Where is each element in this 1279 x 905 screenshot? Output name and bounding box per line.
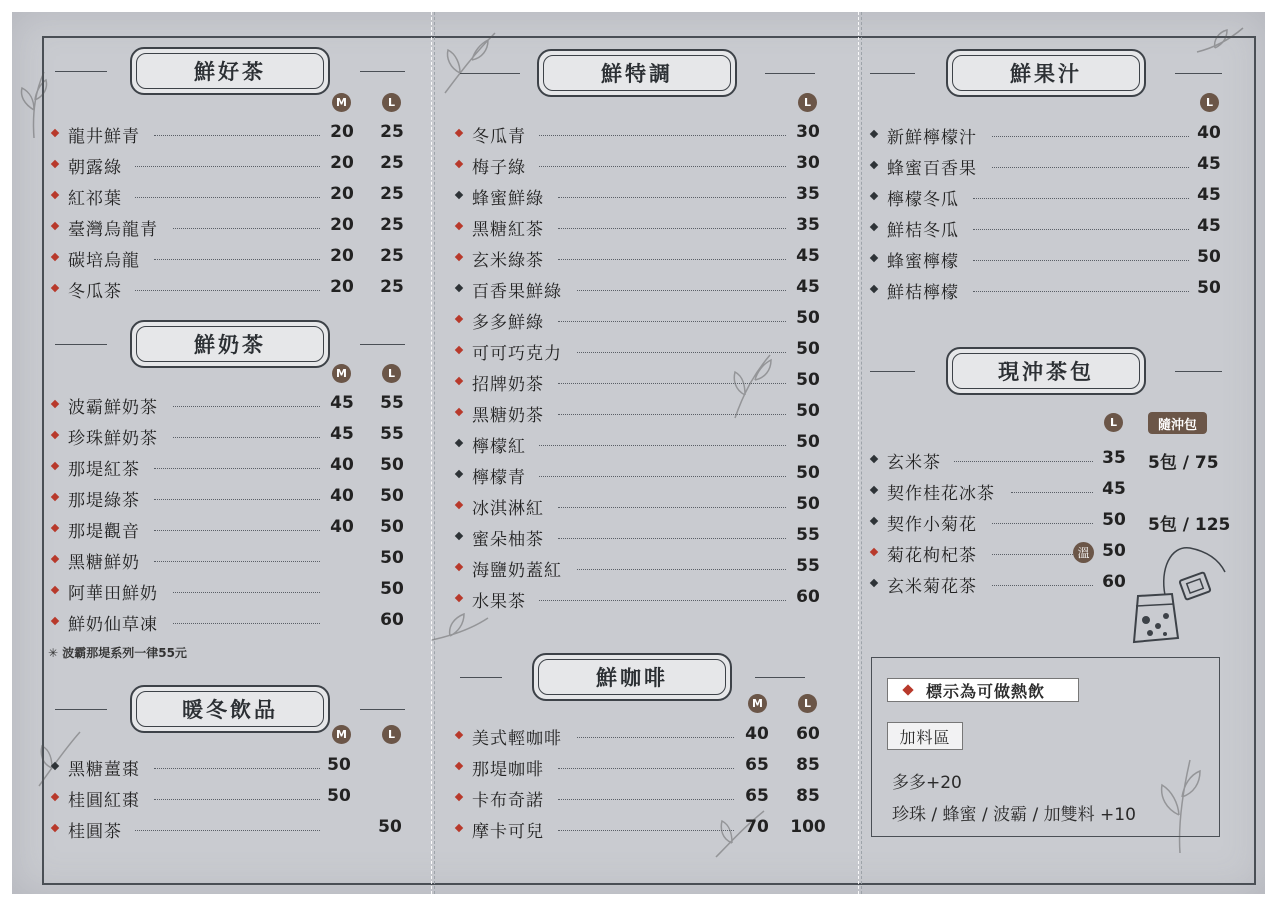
menu-item [871,539,1231,567]
leader-dots [973,291,1189,292]
fold-line [434,12,435,894]
menu-item [456,337,826,365]
price-l: 25 [380,277,404,297]
item-name: 蜜朵柚茶 [472,530,544,550]
menu-item [456,368,826,396]
pack-price: 5包 / 75 [1148,453,1219,473]
menu-item [871,214,1231,242]
hot-marker-icon [455,129,463,137]
cold-marker-icon [870,254,878,262]
pack-price: 5包 / 125 [1148,515,1231,535]
item-name: 多多鮮綠 [472,313,544,333]
price-l: 30 [796,122,820,142]
price-l: 85 [796,755,820,775]
item-name: 黑糖薑棗 [68,760,140,780]
price-l: 50 [1197,278,1221,298]
menu-item [456,784,826,812]
leader-dots [154,468,320,469]
price-l: 100 [790,817,826,837]
hot-marker-icon [455,253,463,261]
size-l-badge: L [798,93,817,112]
leader-dots [539,135,786,136]
section-title: 鮮果汁 [1010,61,1082,86]
price-m: 70 [745,817,769,837]
hot-marker-icon [870,548,878,556]
leader-dots [558,321,786,322]
leader-dots [992,523,1093,524]
leader-dots [558,414,786,415]
menu-item [52,182,412,210]
addon-line: 珍珠 / 蜂蜜 / 波霸 / 加雙料 +10 [892,805,1136,825]
hot-marker-icon [455,222,463,230]
menu-item [456,554,826,582]
size-m-badge: M [748,694,767,713]
size-l-badge: L [798,694,817,713]
price-l: 50 [796,401,820,421]
leaf-decoration-icon [14,70,54,140]
price-l: 40 [1197,123,1221,143]
price-m: 20 [330,122,354,142]
menu-item [52,608,412,636]
leader-dots [539,166,786,167]
size-l-badge: L [1104,413,1123,432]
addon-line: 多多+20 [892,773,962,793]
menu-item [52,244,412,272]
price-l: 50 [380,455,404,475]
price-l: 60 [796,724,820,744]
cold-marker-icon [455,191,463,199]
menu-item [52,546,412,574]
item-name: 鮮桔冬瓜 [887,221,959,241]
cold-marker-icon [870,285,878,293]
price-l: 50 [380,517,404,537]
leader-dots [173,437,320,438]
leader-dots [539,476,786,477]
item-name: 波霸鮮奶茶 [68,398,158,418]
leader-dots [558,538,786,539]
section-header-special [460,49,815,99]
leader-dots [973,260,1189,261]
price-l: 60 [796,587,820,607]
price-l: 25 [380,184,404,204]
cold-marker-icon [455,470,463,478]
price-l: 50 [378,817,402,837]
price-l: 50 [796,370,820,390]
leader-dots [992,167,1189,168]
leader-dots [973,229,1189,230]
leader-dots [173,406,320,407]
leader-dots [154,499,320,500]
hot-marker-icon [51,160,59,168]
size-l-badge: L [1200,93,1219,112]
item-name: 桂圓茶 [68,822,122,842]
price-l: 35 [1102,448,1126,468]
size-l-badge: L [382,725,401,744]
size-l-badge: L [382,93,401,112]
price-m: 20 [330,277,354,297]
price-l: 35 [796,215,820,235]
hot-marker-icon [455,501,463,509]
leader-dots [577,290,786,291]
leader-dots [173,623,320,624]
pack-badge: 隨沖包 [1148,412,1207,434]
item-name: 摩卡可兒 [472,822,544,842]
section-title: 暖冬飲品 [182,697,278,722]
leader-dots [135,290,320,291]
hot-marker-icon [51,824,59,832]
item-name: 冰淇淋紅 [472,499,544,519]
hot-marker-icon [51,400,59,408]
price-m: 50 [327,755,351,775]
leader-dots [154,561,320,562]
price-l: 50 [380,486,404,506]
leader-dots [973,198,1189,199]
hot-marker-icon [902,684,913,695]
item-name: 鮮奶仙草凍 [68,615,158,635]
item-name: 那堤紅茶 [68,460,140,480]
size-l-badge: L [382,364,401,383]
item-name: 紅祁葉 [68,189,122,209]
menu-item [456,523,826,551]
cold-marker-icon [870,579,878,587]
section-title: 鮮咖啡 [596,665,668,690]
price-m: 65 [745,755,769,775]
item-name: 檸檬冬瓜 [887,190,959,210]
item-name: 那堤咖啡 [472,760,544,780]
price-l: 50 [796,339,820,359]
cold-marker-icon [455,284,463,292]
price-l: 25 [380,122,404,142]
price-l: 55 [796,525,820,545]
cold-marker-icon [455,439,463,447]
hot-drink-legend [887,678,1079,702]
item-name: 契作桂花冰茶 [887,484,995,504]
price-l: 45 [796,277,820,297]
menu-item [456,815,826,843]
legend-box [871,657,1220,837]
menu-item [871,570,1231,598]
menu-item [871,508,1231,536]
item-name: 碳培烏龍 [68,251,140,271]
price-l: 25 [380,246,404,266]
fold-line [861,12,862,894]
price-l: 50 [1102,541,1126,561]
leader-dots [558,259,786,260]
cold-marker-icon [870,192,878,200]
menu-item [52,120,412,148]
size-m-badge: M [332,364,351,383]
item-name: 可可巧克力 [472,344,562,364]
price-m: 45 [330,424,354,444]
hot-marker-icon [455,160,463,168]
hot-marker-icon [455,377,463,385]
menu-item [456,182,826,210]
menu-item [456,399,826,427]
leader-dots [558,799,734,800]
fold-line [858,12,859,894]
cold-marker-icon [870,161,878,169]
menu-item [871,152,1231,180]
item-name: 招牌奶茶 [472,375,544,395]
price-m: 40 [330,517,354,537]
menu-item [456,722,826,750]
item-name: 梅子綠 [472,158,526,178]
price-l: 45 [1197,154,1221,174]
item-name: 卡布奇諾 [472,791,544,811]
leader-dots [558,830,734,831]
leader-dots [135,197,320,198]
menu-item [871,276,1231,304]
price-l: 25 [380,215,404,235]
cold-marker-icon [455,532,463,540]
leader-dots [558,768,734,769]
item-name: 那堤綠茶 [68,491,140,511]
menu-item [871,121,1231,149]
item-name: 朝露綠 [68,158,122,178]
menu-item [456,585,826,613]
price-l: 45 [1197,216,1221,236]
menu-item [871,245,1231,273]
item-name: 契作小菊花 [887,515,977,535]
warm-badge: 溫 [1073,542,1094,563]
menu-item [52,515,412,543]
hot-marker-icon [51,253,59,261]
cold-marker-icon [870,455,878,463]
item-name: 桂圓紅棗 [68,791,140,811]
hot-marker-icon [455,315,463,323]
item-name: 檸檬紅 [472,437,526,457]
price-l: 50 [380,579,404,599]
leader-dots [173,592,320,593]
leader-dots [154,135,320,136]
milk-tea-note: ✳ 波霸那堤系列一律55元 [48,646,187,660]
leader-dots [954,461,1093,462]
price-l: 55 [380,393,404,413]
menu-item [456,120,826,148]
menu-item [456,753,826,781]
hot-marker-icon [455,594,463,602]
hot-marker-icon [51,462,59,470]
price-l: 50 [796,432,820,452]
fold-line [431,12,432,894]
price-l: 50 [1102,510,1126,530]
menu-item [52,453,412,481]
item-name: 阿華田鮮奶 [68,584,158,604]
hot-marker-icon [455,762,463,770]
item-name: 檸檬青 [472,468,526,488]
leader-dots [154,768,320,769]
menu-item [52,275,412,303]
section-title: 鮮特調 [601,61,673,86]
menu-item [52,391,412,419]
price-l: 50 [380,548,404,568]
leader-dots [154,799,320,800]
menu-item [52,753,412,781]
price-l: 50 [1197,247,1221,267]
price-l: 25 [380,153,404,173]
leader-dots [539,445,786,446]
leader-dots [135,166,320,167]
price-m: 45 [330,393,354,413]
section-header-teabag [870,347,1222,397]
item-name: 蜂蜜鮮綠 [472,189,544,209]
item-name: 冬瓜茶 [68,282,122,302]
menu-item [456,213,826,241]
menu-item [52,213,412,241]
item-name: 海鹽奶蓋紅 [472,561,562,581]
item-name: 百香果鮮綠 [472,282,562,302]
section-title: 鮮好茶 [194,59,266,84]
price-m: 50 [327,786,351,806]
leader-dots [577,569,786,570]
menu-item [52,815,412,843]
hot-marker-icon [51,284,59,292]
price-m: 40 [745,724,769,744]
menu-item [871,446,1231,474]
leader-dots [1011,492,1093,493]
menu-item [456,151,826,179]
hot-drink-label: 標示為可做熱飲 [926,681,1046,701]
menu-item [456,306,826,334]
hot-marker-icon [51,431,59,439]
item-name: 黑糖奶茶 [472,406,544,426]
cold-marker-icon [51,762,59,770]
price-l: 50 [796,494,820,514]
hot-marker-icon [51,524,59,532]
price-l: 55 [380,424,404,444]
item-name: 菊花枸杞茶 [887,546,977,566]
leader-dots [992,136,1189,137]
cold-marker-icon [870,223,878,231]
hot-marker-icon [455,824,463,832]
leader-dots [558,383,786,384]
price-l: 85 [796,786,820,806]
hot-marker-icon [51,586,59,594]
menu-item [52,784,412,812]
leader-dots [539,600,786,601]
item-name: 玄米菊花茶 [887,577,977,597]
item-name: 那堤觀音 [68,522,140,542]
item-name: 冬瓜青 [472,127,526,147]
hot-marker-icon [51,222,59,230]
price-m: 20 [330,215,354,235]
price-m: 20 [330,184,354,204]
price-l: 45 [1102,479,1126,499]
hot-marker-icon [51,191,59,199]
section-title: 現沖茶包 [998,359,1094,384]
section-header-fresh-tea [55,47,405,97]
leader-dots [558,197,786,198]
price-l: 50 [796,308,820,328]
price-l: 45 [1197,185,1221,205]
price-m: 65 [745,786,769,806]
price-m: 40 [330,455,354,475]
price-m: 20 [330,153,354,173]
hot-marker-icon [455,731,463,739]
hot-marker-icon [51,617,59,625]
price-l: 30 [796,153,820,173]
item-name: 玄米茶 [887,453,941,473]
menu-item [456,461,826,489]
addon-title: 加料區 [887,722,963,750]
size-m-badge: M [332,93,351,112]
price-l: 50 [796,463,820,483]
hot-marker-icon [455,408,463,416]
price-l: 60 [380,610,404,630]
item-name: 龍井鮮青 [68,127,140,147]
item-name: 美式輕咖啡 [472,729,562,749]
menu-item [52,422,412,450]
cold-marker-icon [870,130,878,138]
section-header-juice [870,49,1222,99]
menu-item [456,275,826,303]
price-m: 40 [330,486,354,506]
menu-item [52,151,412,179]
price-m: 20 [330,246,354,266]
section-header-winter [55,685,405,735]
item-name: 水果茶 [472,592,526,612]
hot-marker-icon [455,793,463,801]
item-name: 玄米綠茶 [472,251,544,271]
hot-marker-icon [455,563,463,571]
hot-marker-icon [51,793,59,801]
item-name: 蜂蜜百香果 [887,159,977,179]
menu-item [456,430,826,458]
price-l: 60 [1102,572,1126,592]
leader-dots [173,228,320,229]
item-name: 新鮮檸檬汁 [887,128,977,148]
menu-item [52,577,412,605]
size-m-badge: M [332,725,351,744]
leader-dots [577,352,786,353]
hot-marker-icon [51,555,59,563]
item-name: 蜂蜜檸檬 [887,252,959,272]
item-name: 黑糖鮮奶 [68,553,140,573]
leader-dots [577,737,734,738]
item-name: 黑糖紅茶 [472,220,544,240]
hot-marker-icon [51,493,59,501]
leader-dots [135,830,320,831]
price-l: 35 [796,184,820,204]
leader-dots [558,507,786,508]
menu-item [456,492,826,520]
price-l: 45 [796,246,820,266]
menu-item [871,183,1231,211]
cold-marker-icon [870,517,878,525]
section-header-milk-tea [55,320,405,370]
hot-marker-icon [455,346,463,354]
price-l: 55 [796,556,820,576]
section-title: 鮮奶茶 [194,332,266,357]
item-name: 鮮桔檸檬 [887,283,959,303]
item-name: 珍珠鮮奶茶 [68,429,158,449]
menu-item [456,244,826,272]
leader-dots [154,259,320,260]
hot-marker-icon [51,129,59,137]
menu-item [871,477,1231,505]
menu-item [52,484,412,512]
leader-dots [154,530,320,531]
item-name: 臺灣烏龍青 [68,220,158,240]
cold-marker-icon [870,486,878,494]
leader-dots [558,228,786,229]
leader-dots [992,585,1093,586]
